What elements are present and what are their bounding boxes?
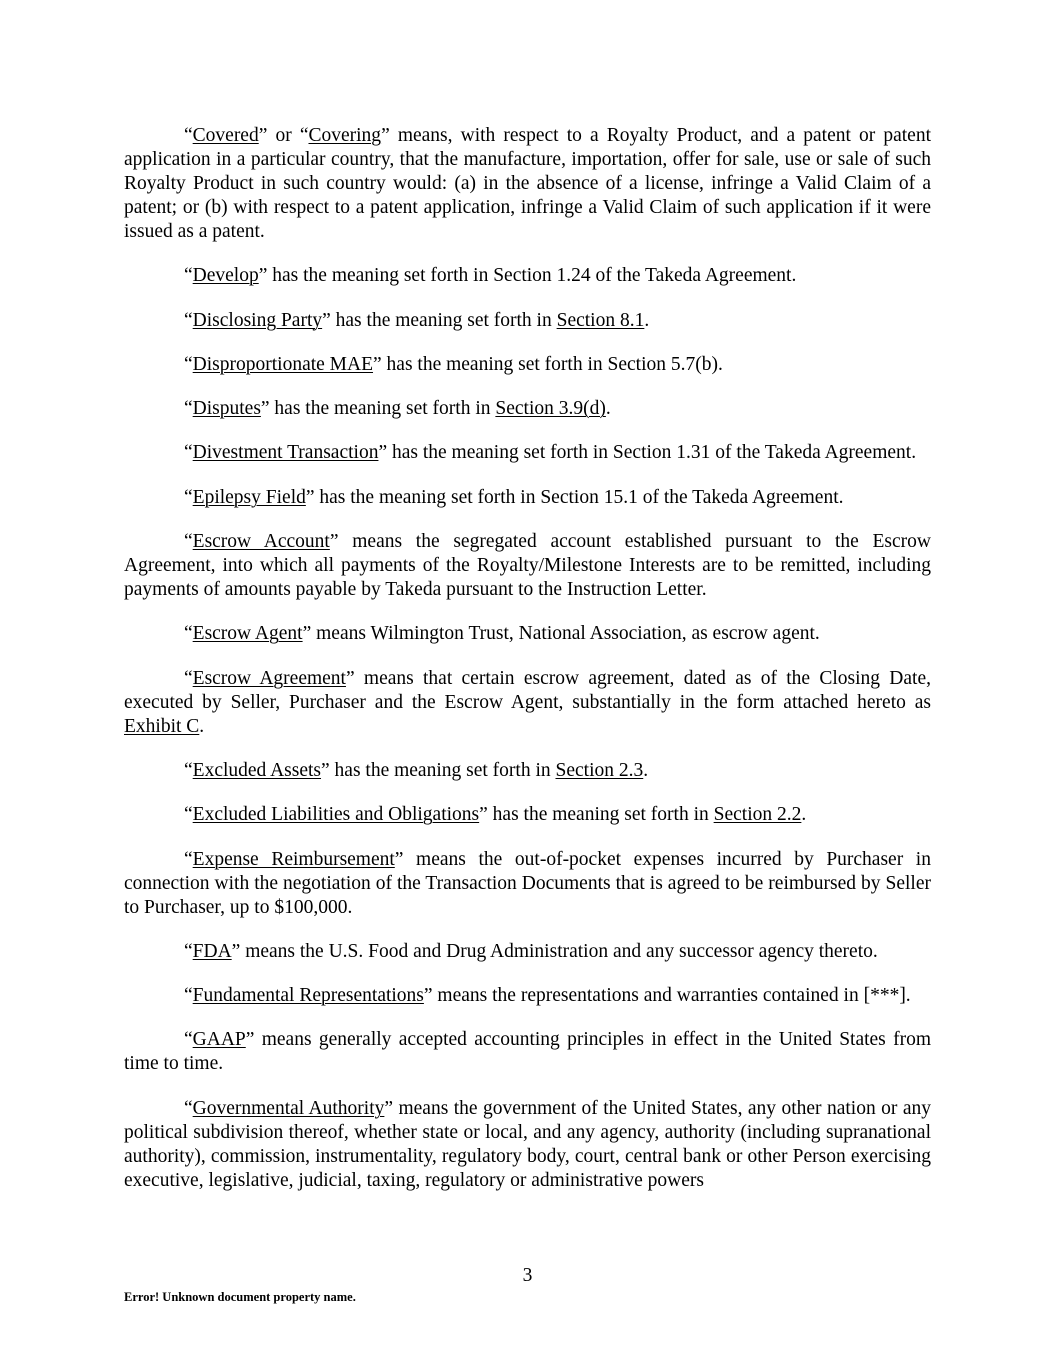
definition-text: “ bbox=[184, 623, 193, 645]
definition-text: “ bbox=[184, 265, 193, 287]
underlined-term: FDA bbox=[192, 940, 232, 962]
definition-text: ” has the meaning set forth in Section 5.7(b). bbox=[373, 353, 723, 375]
underlined-term: Covered bbox=[192, 125, 259, 146]
definition-text: “ bbox=[184, 940, 193, 962]
underlined-term: Develop bbox=[192, 265, 259, 287]
definition-text: “ bbox=[184, 667, 193, 689]
definition-epilepsy-field bbox=[124, 486, 931, 510]
definition-disclosing-party bbox=[124, 309, 931, 333]
definition-text: “ bbox=[184, 848, 193, 870]
definition-text: . bbox=[644, 309, 650, 331]
definition-covered bbox=[124, 124, 931, 244]
definition-text: ” has the meaning set forth in Section 1.24 of the Takeda Agreement. bbox=[258, 265, 797, 287]
definition-text: ” means Wilmington Trust, National Association, as escrow agent. bbox=[302, 623, 820, 645]
definition-fda bbox=[124, 940, 931, 964]
definition-fundamental-representations bbox=[124, 984, 931, 1008]
underlined-term: Expense Reimbursement bbox=[192, 848, 395, 870]
definition-text: “ bbox=[184, 486, 193, 508]
definition-divestment-transaction bbox=[124, 441, 931, 465]
definition-disproportionate-mae bbox=[124, 353, 931, 377]
underlined-term: Epilepsy Field bbox=[192, 486, 306, 508]
definition-text: ” means the government of the United States, any other nation or any political subdivision thereof, whether state or local, and any agency, authority (including supranational authority), commission, instrumentality, regulatory body, court, central bank or other Person exercising executive, legislative, judicial, taxing, regulatory or administrative powers bbox=[124, 1097, 931, 1191]
definition-text: . bbox=[643, 759, 649, 781]
definition-text: ” has the meaning set forth in bbox=[479, 804, 714, 826]
definition-text: ” means, with respect to a Royalty Product, and a patent or patent application in a particular country, that the manufacture, importation, offer for sale, use or sale of such Royalty Product in such country would: (a) in the absence of a license, infringe a Valid Claim of a patent; or (b) with respect to a patent application, infringe a Valid Claim of such application if it were issued as a patent. bbox=[124, 125, 931, 242]
footer-note: Error! Unknown document property name. bbox=[124, 1290, 356, 1304]
definition-text: “ bbox=[184, 1097, 193, 1119]
underlined-term: Disclosing Party bbox=[192, 309, 323, 331]
definition-escrow-agreement bbox=[124, 667, 931, 739]
underlined-term: Fundamental Representations bbox=[192, 985, 424, 1007]
definition-text: ” has the meaning set forth in bbox=[260, 398, 496, 420]
underlined-term: Section 2.3 bbox=[555, 759, 644, 781]
definition-gaap bbox=[124, 1028, 931, 1076]
underlined-term: Covering bbox=[308, 125, 382, 146]
definition-text: “ bbox=[184, 125, 193, 146]
definition-text: “ bbox=[184, 531, 193, 553]
definition-text: ” has the meaning set forth in bbox=[322, 309, 557, 331]
definition-develop bbox=[124, 264, 931, 288]
definition-text: “ bbox=[184, 985, 193, 1007]
definition-text: ” means the segregated account established pursuant to the Escrow Agreement, into which all payments of the Royalty/Milestone Interests are to be remitted, including payments of amounts payable by Takeda pursuant to the Instruction Letter. bbox=[124, 531, 931, 601]
definition-text: ” means the U.S. Food and Drug Administration and any successor agency thereto. bbox=[231, 940, 878, 962]
definition-disputes bbox=[124, 397, 931, 421]
definition-text: ” means generally accepted accounting principles in effect in the United States from time to time. bbox=[124, 1029, 931, 1075]
underlined-term: Exhibit C bbox=[124, 715, 200, 737]
definition-text: “ bbox=[184, 309, 193, 331]
definition-text: “ bbox=[184, 1029, 193, 1051]
definition-governmental-authority bbox=[124, 1097, 931, 1193]
definition-excluded-liabilities bbox=[124, 803, 931, 827]
definition-escrow-agent bbox=[124, 622, 931, 646]
underlined-term: Disputes bbox=[192, 398, 261, 420]
underlined-term: Divestment Transaction bbox=[192, 442, 379, 464]
definition-text: ” means the out-of-pocket expenses incurred by Purchaser in connection with the negotiation of the Transaction Documents that is agreed to be reimbursed by Seller to Purchaser, up to $100,000. bbox=[124, 848, 931, 918]
underlined-term: Escrow Agreement bbox=[192, 667, 346, 689]
underlined-term: Escrow Agent bbox=[192, 623, 303, 645]
page-number: 3 bbox=[522, 1265, 533, 1286]
definition-text: ” has the meaning set forth in bbox=[321, 759, 556, 781]
underlined-term: GAAP bbox=[192, 1029, 246, 1051]
definition-text: “ bbox=[184, 804, 193, 826]
definitions-list bbox=[124, 124, 931, 1213]
underlined-term: Excluded Liabilities and Obligations bbox=[192, 804, 480, 826]
definition-text: “ bbox=[184, 442, 193, 464]
underlined-term: Disproportionate MAE bbox=[192, 353, 374, 375]
definition-expense-reimbursement bbox=[124, 848, 931, 920]
definition-excluded-assets bbox=[124, 759, 931, 783]
definition-text: ” means the representations and warranties contained in [***]. bbox=[423, 985, 911, 1007]
definition-text: ” has the meaning set forth in Section 15.1 of the Takeda Agreement. bbox=[305, 486, 844, 508]
definition-text: “ bbox=[184, 759, 193, 781]
definition-text: . bbox=[801, 804, 807, 826]
definition-text: “ bbox=[184, 353, 193, 375]
underlined-term: Governmental Authority bbox=[192, 1097, 385, 1119]
underlined-term: Escrow Account bbox=[192, 531, 330, 553]
underlined-term: Excluded Assets bbox=[192, 759, 322, 781]
definition-text: “ bbox=[184, 398, 193, 420]
definition-text: ” or “ bbox=[258, 125, 309, 146]
underlined-term: Section 3.9(d) bbox=[495, 398, 606, 420]
underlined-term: Section 8.1 bbox=[556, 309, 645, 331]
definition-text: . bbox=[199, 715, 205, 737]
definition-text: . bbox=[605, 398, 611, 420]
definition-escrow-account bbox=[124, 530, 931, 602]
underlined-term: Section 2.2 bbox=[713, 804, 802, 826]
definition-text: ” means that certain escrow agreement, dated as of the Closing Date, executed by Seller, Purchaser and the Escrow Agent, substantially in the form attached hereto as bbox=[124, 667, 931, 713]
definition-text: ” has the meaning set forth in Section 1.31 of the Takeda Agreement. bbox=[378, 442, 917, 464]
